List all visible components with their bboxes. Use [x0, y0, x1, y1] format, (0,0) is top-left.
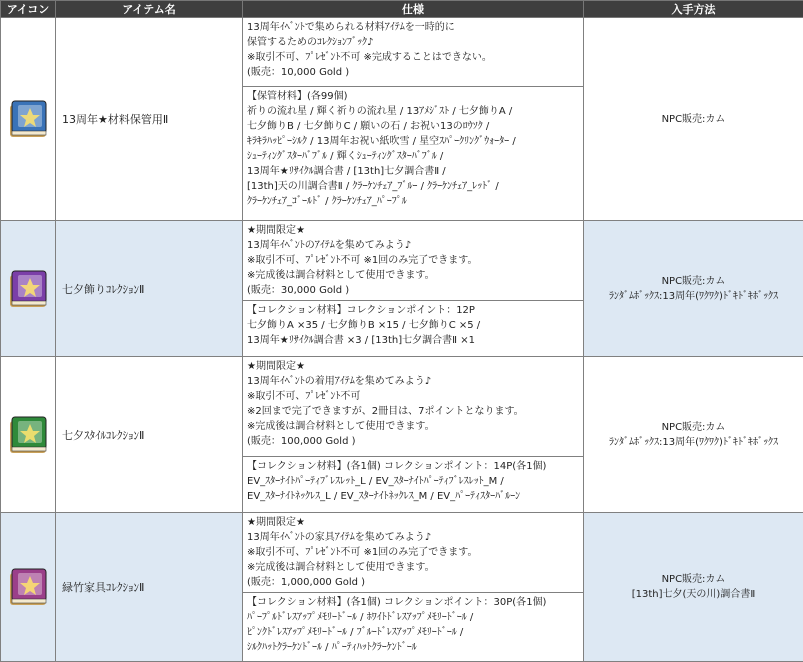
green-book-icon	[4, 411, 52, 459]
item-name: 緑竹家具ｺﾚｸｼｮﾝⅡ	[56, 513, 243, 662]
icon-cell	[1, 357, 56, 513]
material-line: 七夕飾りA ×35 / 七夕飾りB ×15 / 七夕飾りC ×5 /	[247, 318, 579, 333]
description-line: ★期間限定★	[247, 515, 579, 530]
description-line: (販売：10,000 Gold )	[247, 65, 579, 80]
material-line: EV_ｽﾀｰﾅｲﾄﾊﾟｰﾃｨﾌﾞﾚｽﾚｯﾄ_L / EV_ｽﾀｰﾅｲﾄﾊﾟｰﾃｨﾌﾞﾚｽﾚｯﾄ_M /	[247, 474, 579, 489]
blue-book-icon	[4, 95, 52, 143]
description-line: ※完成後は調合材料として使用できます。	[247, 419, 579, 434]
material-line: ｼｭｰﾃｨﾝｸﾞｽﾀｰﾊﾞﾌﾞﾙ / 輝くｼｭｰﾃｨﾝｸﾞｽﾀｰﾊﾞﾌﾞﾙ /	[247, 149, 579, 164]
icon-cell	[1, 221, 56, 357]
item-row	[1, 221, 803, 301]
source-line: NPC販売:カム	[584, 572, 803, 587]
material-line: ﾋﾟﾝｸﾄﾞﾚｽｱｯﾌﾟﾒﾓﾘｰﾄﾞｰﾙ / ﾌﾞﾙｰﾄﾞﾚｽｱｯﾌﾟﾒﾓﾘｰﾄﾞｰﾙ /	[247, 625, 579, 640]
material-line: 【コレクション材料】コレクションポイント：12P	[247, 303, 579, 318]
header-row	[1, 1, 803, 18]
source-line: NPC販売:カム	[584, 274, 803, 289]
material-line: 【コレクション材料】(各1個) コレクションポイント：30P(各1個)	[247, 595, 579, 610]
icon-cell	[1, 18, 56, 221]
material-line: ｼﾙｸﾊｯﾄｸﾗｰｹﾝﾄﾞｰﾙ / ﾊﾟｰﾃｨﾊｯﾄｸﾗｰｹﾝﾄﾞｰﾙ	[247, 640, 579, 655]
description-line: ★期間限定★	[247, 223, 579, 238]
description-line: ★期間限定★	[247, 359, 579, 374]
item-name: 13周年★材料保管用Ⅱ	[56, 18, 243, 221]
material-line: 祈りの流れ星 / 輝く祈りの流れ星 / 13ｱﾒｼﾞｽﾄ / 七夕飾りA /	[247, 104, 579, 119]
item-row	[1, 357, 803, 457]
description-line: 13周年ｲﾍﾞﾝﾄで集められる材料ｱｲﾃﾑを一時的に	[247, 20, 579, 35]
material-line: 13周年★ﾘｻｲｸﾙ調合書 ×3 / [13th]七夕調合書Ⅱ ×1	[247, 333, 579, 348]
item-source	[584, 18, 803, 221]
source-line: ﾗﾝﾀﾞﾑﾎﾞｯｸｽ:13周年(ﾜｸﾜｸ)ﾄﾞｷﾄﾞｷﾎﾞｯｸｽ	[584, 435, 803, 450]
item-description	[243, 357, 584, 457]
item-source	[584, 357, 803, 513]
source-line: NPC販売:カム	[584, 112, 803, 127]
item-source	[584, 513, 803, 662]
description-line: ※取引不可、ﾌﾟﾚｾﾞﾝﾄ不可 ※完成することはできない。	[247, 50, 579, 65]
source-line: ﾗﾝﾀﾞﾑﾎﾞｯｸｽ:13周年(ﾜｸﾜｸ)ﾄﾞｷﾄﾞｷﾎﾞｯｸｽ	[584, 289, 803, 304]
description-line: ※完成後は調合材料として使用できます。	[247, 268, 579, 283]
material-line: 七夕飾りB / 七夕飾りC / 願いの石 / お祝い13のﾛｳｿｸ /	[247, 119, 579, 134]
material-line: 13周年★ﾘｻｲｸﾙ調合書 / [13th]七夕調合書Ⅱ /	[247, 164, 579, 179]
description-line: 13周年ｲﾍﾞﾝﾄのｱｲﾃﾑを集めてみよう♪	[247, 238, 579, 253]
description-line: (販売：30,000 Gold )	[247, 283, 579, 298]
description-line: 保管するためのｺﾚｸｼｮﾝﾌﾞｯｸ♪	[247, 35, 579, 50]
header-icon: アイコン	[1, 1, 56, 18]
material-line: ｸﾗｰｹﾝﾁｪｱ_ｺﾞｰﾙﾄﾞ / ｸﾗｰｹﾝﾁｪｱ_ﾊﾟｰﾌﾟﾙ	[247, 194, 579, 209]
item-name: 七夕飾りｺﾚｸｼｮﾝⅡ	[56, 221, 243, 357]
material-line: EV_ｽﾀｰﾅｲﾄﾈｯｸﾚｽ_L / EV_ｽﾀｰﾅｲﾄﾈｯｸﾚｽ_M / EV_ﾊﾟｰﾃｨｽﾀｰﾊﾞﾙｰﾝ	[247, 489, 579, 504]
item-source	[584, 221, 803, 357]
description-line: ※2回まで完了できますが、2冊目は、7ポイントとなります。	[247, 404, 579, 419]
material-line: [13th]天の川調合書Ⅱ / ｸﾗｰｹﾝﾁｪｱ_ﾌﾞﾙｰ / ｸﾗｰｹﾝﾁｪｱ_ﾚｯﾄﾞ /	[247, 179, 579, 194]
item-row	[1, 18, 803, 87]
item-description	[243, 513, 584, 593]
pink-book-icon	[4, 563, 52, 611]
material-line: 【コレクション材料】(各1個) コレクションポイント：14P(各1個)	[247, 459, 579, 474]
item-materials	[243, 593, 584, 662]
item-row	[1, 513, 803, 593]
item-name: 七夕ｽﾀｲﾙｺﾚｸｼｮﾝⅡ	[56, 357, 243, 513]
header-spec: 仕様	[243, 1, 584, 18]
material-line: ﾊﾟｰﾌﾟﾙﾄﾞﾚｽｱｯﾌﾟﾒﾓﾘｰﾄﾞｰﾙ / ﾎﾜｲﾄﾄﾞﾚｽｱｯﾌﾟﾒﾓﾘｰﾄﾞｰﾙ /	[247, 610, 579, 625]
description-line: ※取引不可、ﾌﾟﾚｾﾞﾝﾄ不可	[247, 389, 579, 404]
item-materials	[243, 457, 584, 513]
material-line: ｷﾗｷﾗﾊｯﾋﾟｰｼﾙｸ / 13周年お祝い紙吹雪 / 星空ｽﾊﾟｰｸﾘﾝｸﾞｳｫｰﾀｰ /	[247, 134, 579, 149]
item-materials	[243, 301, 584, 357]
purple-book-icon	[4, 265, 52, 313]
description-line: ※完成後は調合材料として使用できます。	[247, 560, 579, 575]
source-line: [13th]七夕(天の川)調合書Ⅱ	[584, 587, 803, 602]
source-line: NPC販売:カム	[584, 420, 803, 435]
item-materials	[243, 87, 584, 221]
item-description	[243, 18, 584, 87]
description-line: ※取引不可、ﾌﾟﾚｾﾞﾝﾄ不可 ※1回のみ完了できます。	[247, 253, 579, 268]
icon-cell	[1, 513, 56, 662]
item-description	[243, 221, 584, 301]
description-line: (販売：100,000 Gold )	[247, 434, 579, 449]
description-line: (販売：1,000,000 Gold )	[247, 575, 579, 590]
description-line: 13周年ｲﾍﾞﾝﾄの着用ｱｲﾃﾑを集めてみよう♪	[247, 374, 579, 389]
header-name: アイテム名	[56, 1, 243, 18]
description-line: 13周年ｲﾍﾞﾝﾄの家具ｱｲﾃﾑを集めてみよう♪	[247, 530, 579, 545]
header-source: 入手方法	[584, 1, 803, 18]
description-line: ※取引不可、ﾌﾟﾚｾﾞﾝﾄ不可 ※1回のみ完了できます。	[247, 545, 579, 560]
material-line: 【保管材料】(各99個)	[247, 89, 579, 104]
